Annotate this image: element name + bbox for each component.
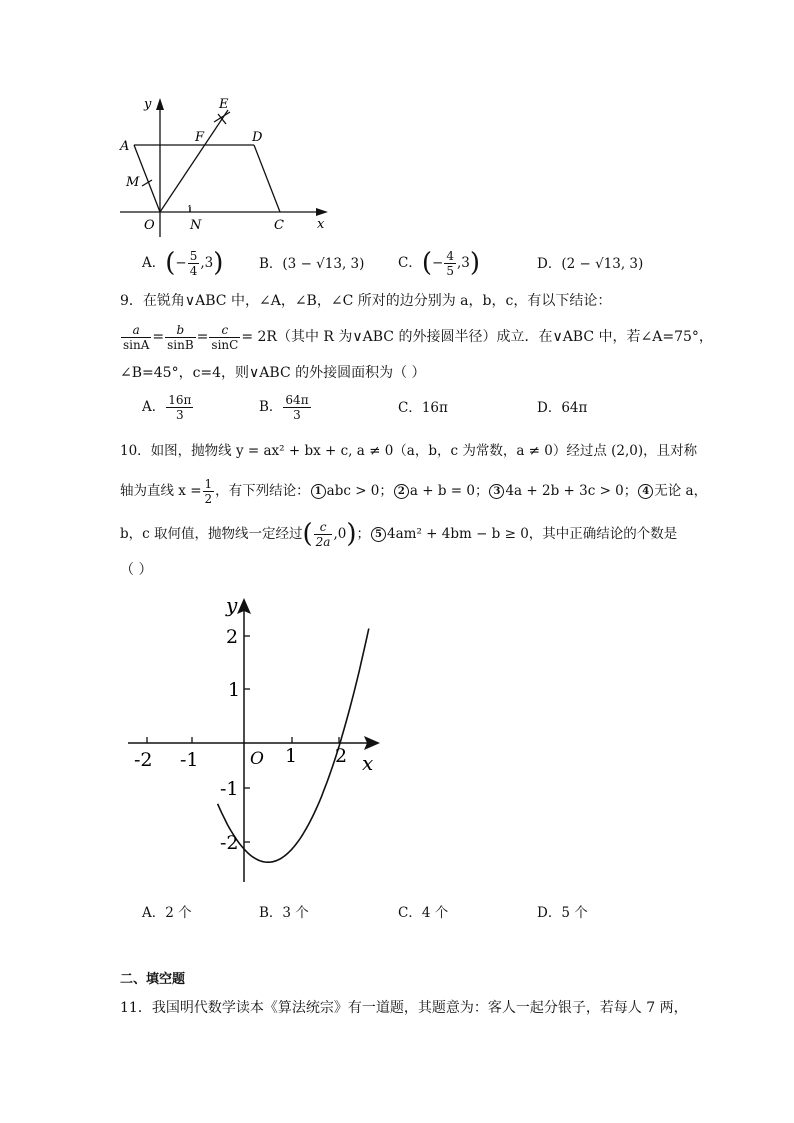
label-y-minus-1: -1	[220, 778, 239, 800]
label-C: C	[274, 218, 284, 233]
label-x: x	[317, 217, 325, 232]
q10-point-den: 2a	[315, 534, 331, 549]
q8-c-fraction	[444, 249, 456, 278]
q9-frac-c	[209, 323, 240, 352]
label-y-2: 2	[226, 626, 239, 648]
q8-option-a-label: A．	[142, 255, 166, 271]
q8-c-num: 4	[446, 248, 454, 263]
q9-line3: ∠B=45°，c=4，则∨ABC 的外接圆面积为（ ）	[120, 365, 426, 381]
q9-option-b-label: B．	[259, 399, 283, 415]
separator: ；	[356, 526, 370, 542]
q9-frac-b-num: b	[165, 323, 196, 338]
paren-right: )	[213, 248, 224, 278]
q10-option-c[interactable]: C．4 个	[398, 905, 449, 921]
x-axis-arrow	[316, 208, 328, 216]
q9-line1: 9．在锐角∨ABC 中，∠A，∠B，∠C 所对的边分别为 a，b，c，有以下结论：	[120, 293, 612, 309]
label-F: F	[195, 130, 205, 145]
label-x-1: 1	[285, 745, 298, 767]
equals-sign: =	[152, 329, 165, 345]
q9-a-fraction	[166, 393, 193, 422]
q10-statement-5: 4am² + 4bm − b ≥ 0，其中正确结论的个数是	[387, 526, 678, 542]
q8-c-rest: ,3	[456, 255, 470, 271]
label-A: A	[120, 139, 130, 154]
q8-option-c[interactable]	[398, 248, 480, 278]
q9-option-a[interactable]	[142, 390, 194, 424]
paren-right: )	[469, 248, 480, 278]
q8-a-fraction	[188, 249, 200, 278]
label-y-1: 1	[228, 679, 241, 701]
q10-statement-3: 4a + 2b + 3c > 0；	[505, 483, 638, 499]
circled-number: 4	[638, 484, 653, 499]
q10-statement-4: 无论 a，	[654, 483, 708, 499]
q11-line1: 11．我国明代数学读本《算法统宗》有一道题，其题意为：客人一起分银子，若每人 7 两，	[120, 1000, 688, 1016]
q10-option-d[interactable]: D．5 个	[537, 905, 588, 921]
q8-a-num: 5	[189, 248, 198, 263]
q10-line2-b: ，有下列结论：	[215, 483, 310, 499]
q10-line2-a: 轴为直线 x =	[120, 483, 202, 499]
label-tick-1: 1	[187, 205, 193, 215]
section-title: 二、填空题	[120, 972, 186, 987]
label-x-2: 2	[335, 745, 348, 767]
arc-mark-E	[214, 112, 230, 122]
q8-a-den: 4	[189, 263, 198, 278]
equals-sign: =	[196, 329, 209, 345]
label-x: x	[362, 751, 374, 775]
q10-line3-rest: ,0	[333, 526, 347, 542]
circled-number: 1	[311, 484, 326, 499]
label-y: y	[144, 97, 152, 112]
q10-line3	[120, 516, 677, 552]
paren-left: (	[165, 248, 176, 278]
paren-left: (	[421, 248, 432, 278]
label-M: M	[126, 175, 140, 190]
y-axis-arrow	[156, 98, 164, 110]
circled-number: 5	[371, 527, 386, 542]
label-O: O	[250, 749, 264, 769]
q10-option-a[interactable]: A．2 个	[142, 905, 192, 921]
q10-line3-a: b，c 取何值，抛物线一定经过	[120, 526, 303, 542]
arc-mark-M	[142, 180, 152, 186]
figure-parabola-graph	[120, 590, 400, 890]
label-x-minus-1: -1	[180, 749, 199, 771]
q10-point-fraction	[314, 520, 333, 549]
q9-b-den: 3	[293, 407, 301, 422]
q10-line4: （ ）	[120, 562, 153, 578]
q8-option-d[interactable]: D．(2 − √13, 3)	[537, 256, 644, 272]
figure-parallelogram	[110, 92, 340, 242]
label-y: y	[226, 593, 238, 617]
q9-frac-a	[121, 323, 151, 352]
q10-statement-1: abc > 0；	[326, 483, 393, 499]
q9-frac-b-den: sinB	[167, 337, 194, 352]
paren-left: (	[302, 519, 313, 549]
q10-axis-fraction	[203, 477, 215, 506]
q9-frac-a-den: sinA	[123, 337, 150, 352]
q10-line1: 10．如图，抛物线 y = ax² + bx + c, a ≠ 0（a，b，c 为常数，a ≠ 0）经过点 (2,0)，且对称	[120, 443, 698, 459]
q8-c-den: 5	[446, 263, 454, 278]
q10-line2	[120, 474, 707, 508]
circled-number: 2	[394, 484, 409, 499]
q9-a-den: 3	[176, 407, 184, 422]
q10-axis-den: 2	[204, 491, 213, 506]
label-D: D	[252, 130, 263, 145]
label-E: E	[219, 97, 229, 112]
minus-sign: −	[175, 255, 187, 271]
q9-a-num: 16π	[168, 392, 192, 407]
q9-option-a-label: A．	[142, 399, 166, 415]
q9-option-b[interactable]	[259, 390, 312, 424]
q9-frac-c-num: c	[209, 323, 240, 338]
q8-a-rest: ,3	[200, 255, 214, 271]
q8-option-c-label: C．	[398, 255, 422, 271]
circled-number: 3	[489, 484, 504, 499]
ray-OE	[160, 110, 228, 212]
label-N: N	[190, 218, 202, 233]
q10-axis-num: 1	[204, 476, 213, 491]
q9-line2-rest: = 2R（其中 R 为∨ABC 的外接圆半径）成立．在∨ABC 中，若∠A=75°，	[241, 329, 713, 345]
q10-point-num: c	[314, 520, 333, 535]
paren-right: )	[346, 519, 357, 549]
label-x-minus-2: -2	[134, 749, 153, 771]
q9-b-fraction	[283, 393, 310, 422]
q10-statement-2: a + b = 0；	[409, 483, 489, 499]
q8-option-b[interactable]: B．(3 − √13, 3)	[259, 256, 365, 272]
q8-option-a[interactable]	[142, 248, 223, 278]
q9-frac-a-num: a	[121, 323, 151, 338]
label-y-minus-2: -2	[220, 832, 239, 854]
minus-sign: −	[432, 255, 444, 271]
q10-option-b[interactable]: B．3 个	[259, 905, 309, 921]
q9-option-d[interactable]: D．64π	[537, 400, 588, 416]
q9-frac-b	[165, 323, 196, 352]
label-O: O	[144, 218, 155, 233]
q9-frac-c-den: sinC	[211, 337, 239, 352]
q9-option-c[interactable]: C．16π	[398, 400, 448, 416]
q9-b-num: 64π	[285, 392, 309, 407]
segment-DC	[254, 145, 280, 212]
q9-line2	[120, 320, 713, 354]
